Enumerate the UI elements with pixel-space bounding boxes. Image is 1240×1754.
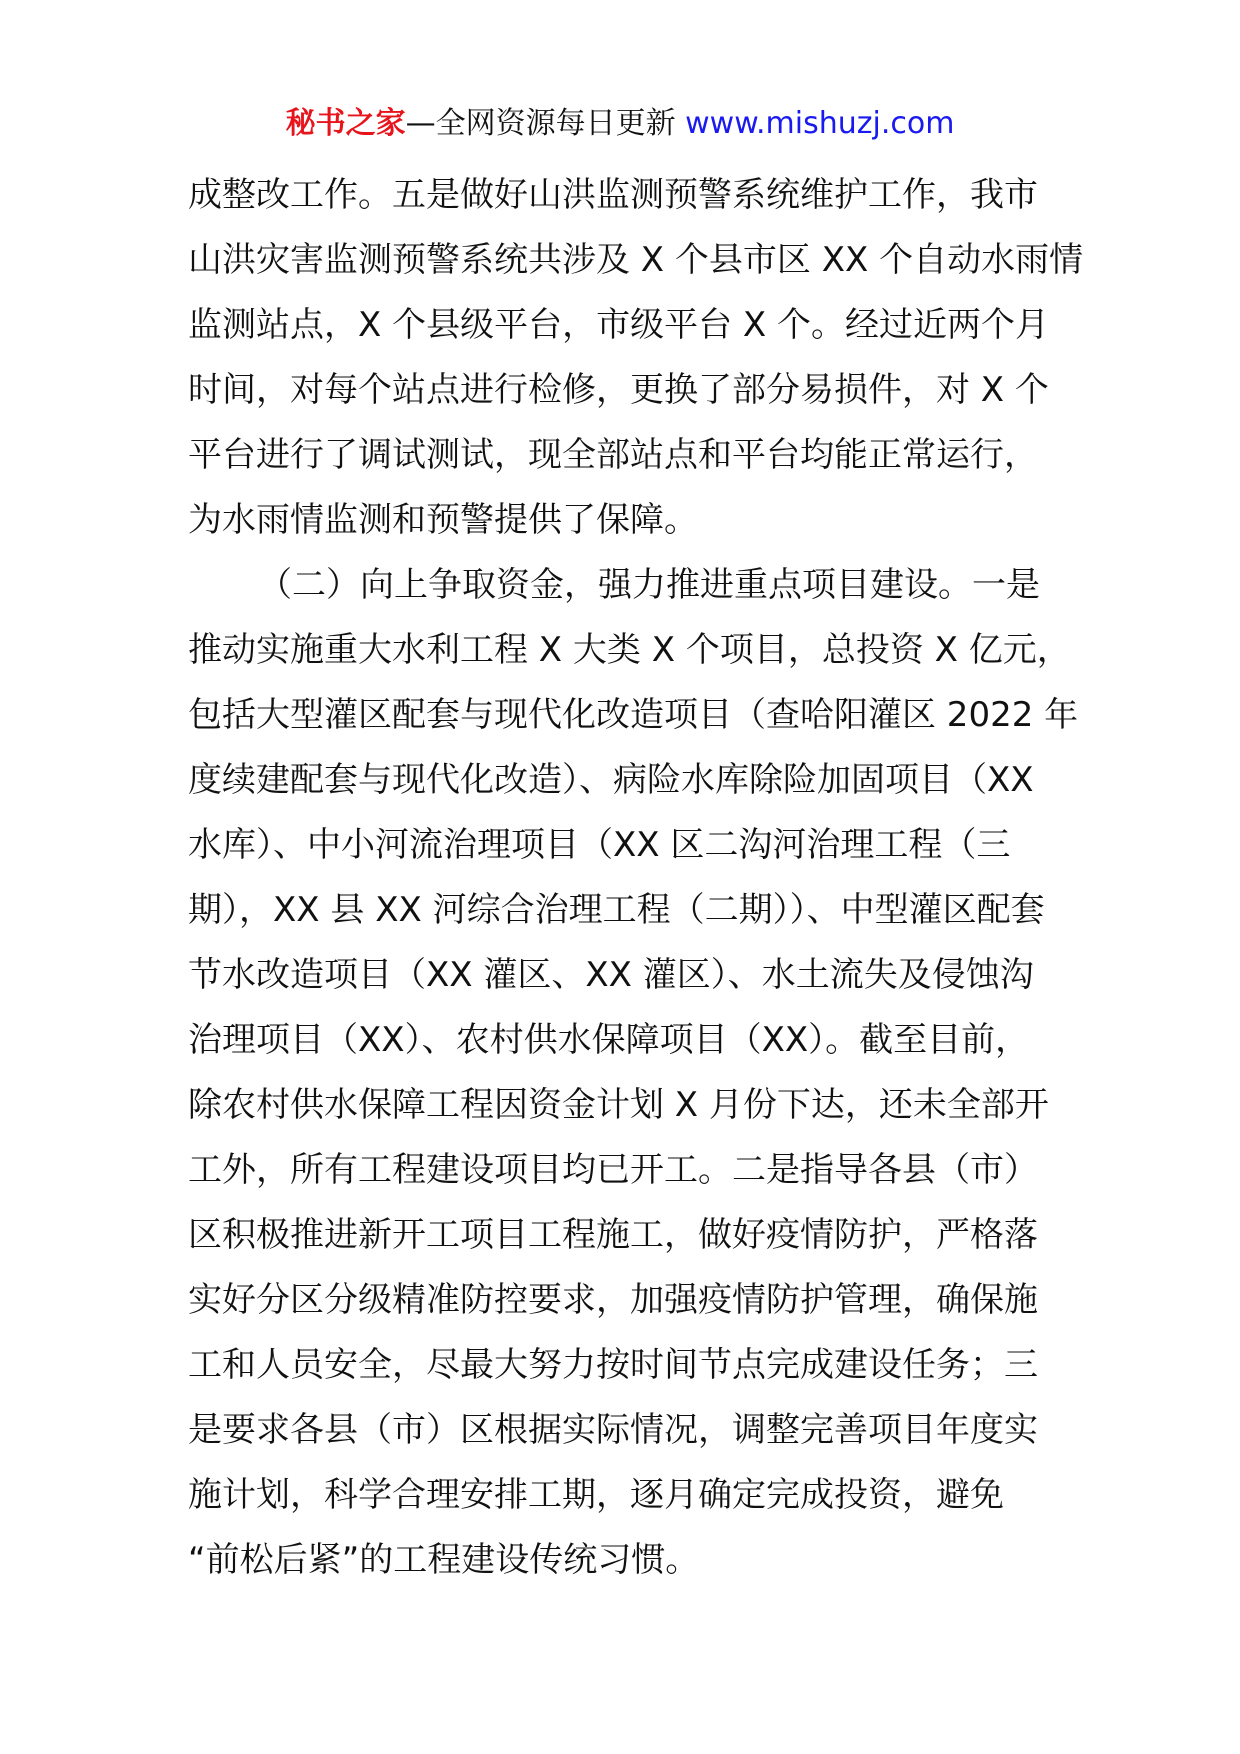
text-line: 除农村供水保障工程因资金计划 X 月份下达，还未全部开 xyxy=(188,1085,1049,1125)
text-line: 时间，对每个站点进行检修，更换了部分易损件，对 X 个 xyxy=(188,370,1049,410)
text-line: 为水雨情监测和预警提供了保障。 xyxy=(188,500,698,540)
text-line: 区积极推进新开工项目工程施工，做好疫情防护，严格落 xyxy=(188,1215,1038,1255)
website-url[interactable]: www.mishuzj.com xyxy=(685,106,955,141)
text-line: 节水改造项目（XX 灌区、XX 灌区）、水土流失及侵蚀沟 xyxy=(188,955,1034,995)
text-line: 包括大型灌区配套与现代化改造项目（查哈阳灌区 2022 年 xyxy=(188,695,1079,735)
text-line: “前松后紧”的工程建设传统习惯。 xyxy=(188,1540,700,1580)
section-heading-line: （二）向上争取资金，强力推进重点项目建设。一是 xyxy=(258,565,1040,605)
text-line: 工外，所有工程建设项目均已开工。二是指导各县（市） xyxy=(188,1150,1038,1190)
page-header xyxy=(0,104,1240,144)
document-body xyxy=(188,163,1084,1593)
text-line: 监测站点，X 个县级平台，市级平台 X 个。经过近两个月 xyxy=(188,305,1050,345)
header-slogan: —全网资源每日更新 xyxy=(405,106,686,141)
text-line: 工和人员安全，尽最大努力按时间节点完成建设任务；三 xyxy=(188,1345,1038,1385)
text-line: 水库）、中小河流治理项目（XX 区二沟河治理工程（三 xyxy=(188,825,1011,865)
text-line: 实好分区分级精准防控要求，加强疫情防护管理，确保施 xyxy=(188,1280,1038,1320)
text-line: 治理项目（XX）、农村供水保障项目（XX）。截至目前， xyxy=(188,1020,1030,1060)
text-line: 成整改工作。五是做好山洪监测预警系统维护工作，我市 xyxy=(188,175,1038,215)
text-line: 度续建配套与现代化改造）、病险水库除险加固项目（XX xyxy=(188,760,1034,800)
text-line: 是要求各县（市）区根据实际情况，调整完善项目年度实 xyxy=(188,1410,1038,1450)
text-line: 山洪灾害监测预警系统共涉及 X 个县市区 XX 个自动水雨情 xyxy=(188,240,1084,280)
text-line: 推动实施重大水利工程 X 大类 X 个项目，总投资 X 亿元， xyxy=(188,630,1071,670)
brand-name: 秘书之家 xyxy=(285,106,406,141)
text-line: 期），XX 县 XX 河综合治理工程（二期））、中型灌区配套 xyxy=(188,890,1045,930)
text-line: 施计划，科学合理安排工期，逐月确定完成投资，避免 xyxy=(188,1475,1004,1515)
text-line: 平台进行了调试测试，现全部站点和平台均能正常运行， xyxy=(188,435,1038,475)
